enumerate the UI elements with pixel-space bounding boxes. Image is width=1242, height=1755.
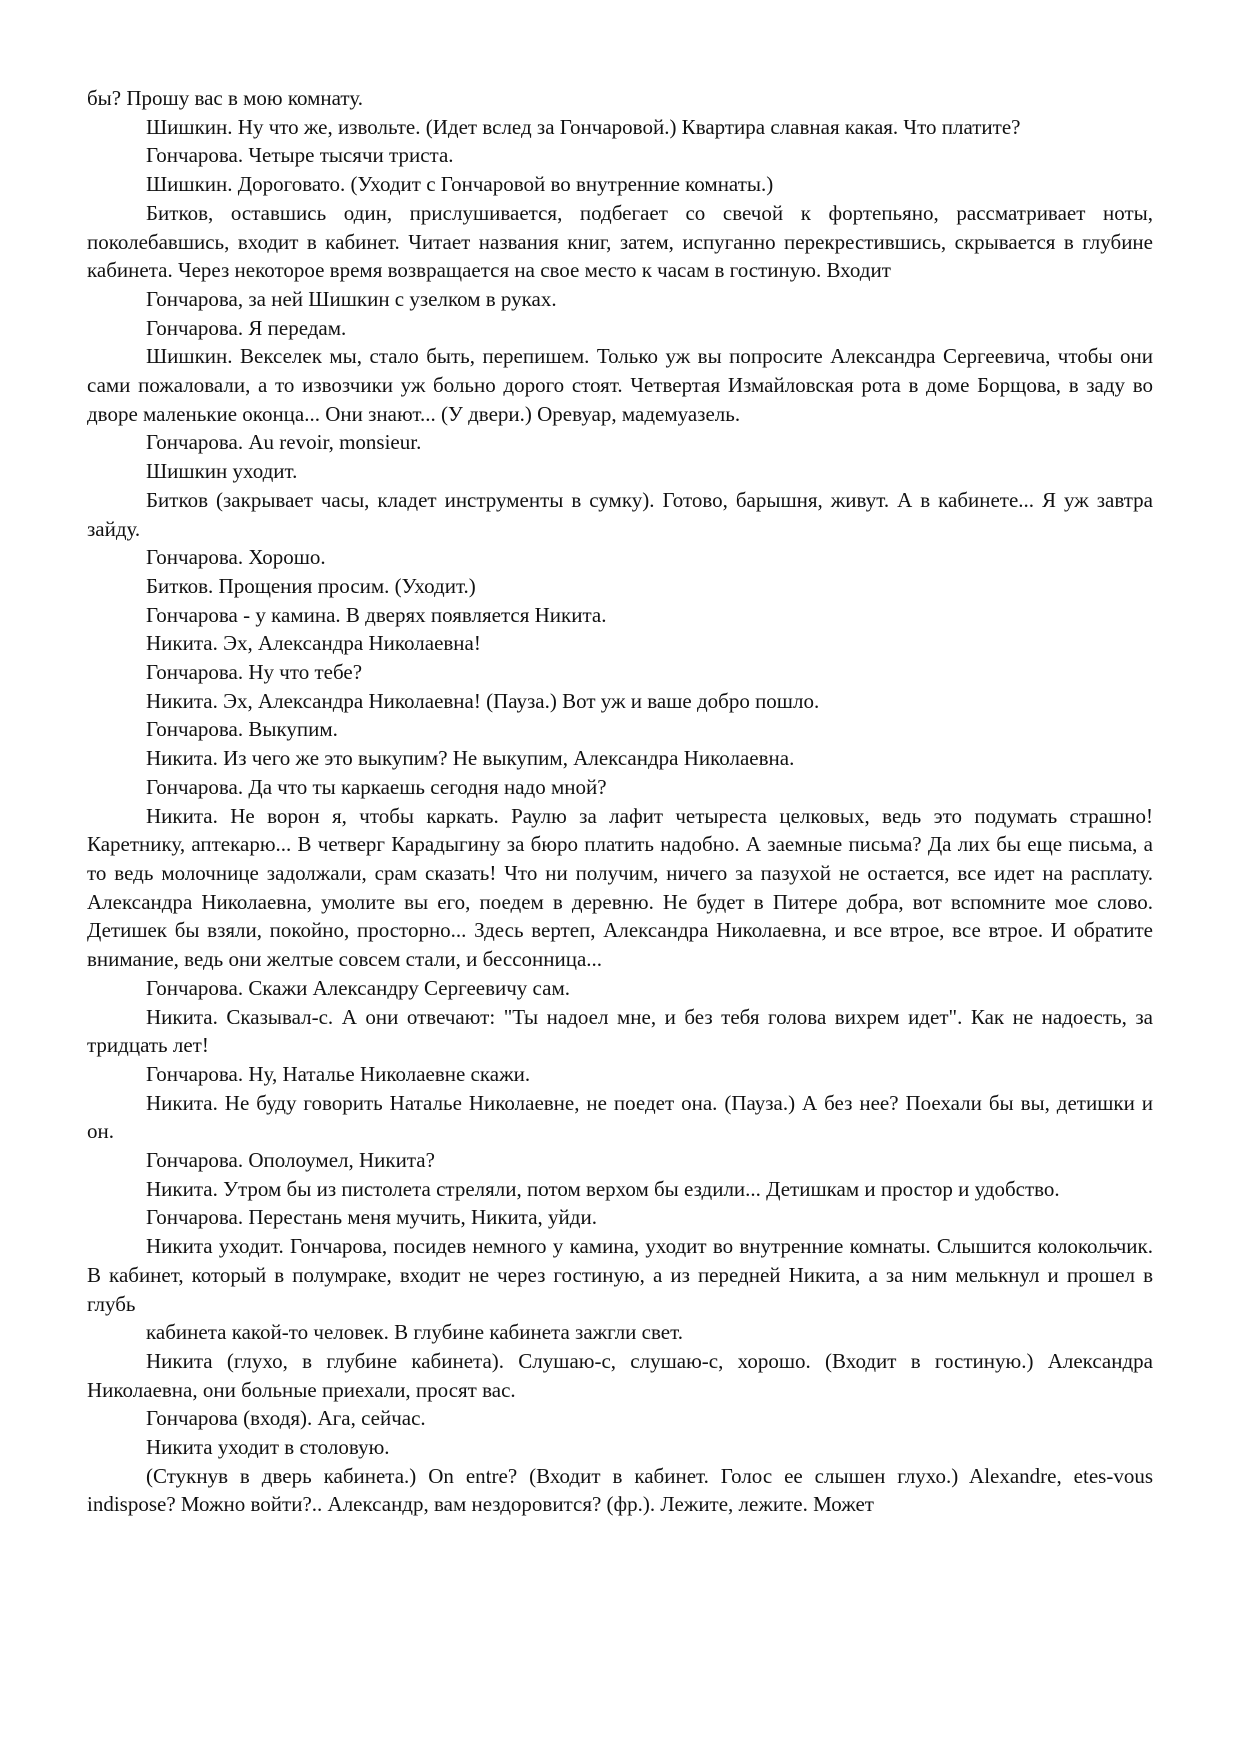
paragraph: Шишкин. Дороговато. (Уходит с Гончаровой во внутренние комнаты.) bbox=[146, 172, 774, 197]
paragraph: Гончарова, за ней Шишкин с узелком в руках. bbox=[146, 286, 557, 311]
paragraph: Гончарова. Да что ты каркаешь сегодня надо мной? bbox=[146, 774, 607, 799]
paragraph: Битков, оставшись один, прислушивается, подбегает со свечой к фортепьяно, рассматривает ноты, поколебавшись, входит в кабинет. Читает названия книг, затем, испуганно перекрестившись, скрывается в глубине кабинета. Через некоторое время возвращается на свое место к часам в гостиную. Входит bbox=[87, 200, 1153, 283]
paragraph: Никита. Не буду говорить Наталье Николаевне, не поедет она. (Пауза.) А без нее? Поехали бы вы, детишки и он. bbox=[87, 1090, 1153, 1144]
paragraph: Никита. Утром бы из пистолета стреляли, потом верхом бы ездили... Детишкам и простор и удобство. bbox=[146, 1176, 1060, 1201]
paragraph: Гончарова. Я передам. bbox=[146, 315, 347, 340]
paragraph: Гончарова. Ополоумел, Никита? bbox=[146, 1148, 435, 1173]
paragraph: Никита. Эх, Александра Николаевна! bbox=[146, 631, 481, 656]
paragraph: Битков. Прощения просим. (Уходит.) bbox=[146, 573, 476, 598]
paragraph: Гончарова (входя). Ага, сейчас. bbox=[146, 1406, 426, 1431]
paragraph: Никита уходит. Гончарова, посидев немного у камина, уходит во внутренние комнаты. Слышится колокольчик. В кабинет, который в полумраке, входит не через гостиную, а из передней Никита, а за ним мелькнул и прошел в глубь bbox=[87, 1234, 1153, 1316]
paragraph: Шишкин. Векселек мы, стало быть, перепишем. Только уж вы попросите Александра Сергеевича, чтобы они сами пожаловали, а то извозчики уж больно дорого стоят. Четвертая Измайловская рота в доме Борщова, в заду во дворе маленькие оконца... Они знают... (У двери.) Оревуар, мадемуазель. bbox=[87, 344, 1153, 426]
paragraph: Шишкин. Ну что же, извольте. (Идет вслед за Гончаровой.) Квартира славная какая. Что платите? bbox=[146, 114, 1021, 139]
paragraph: Никита. Эх, Александра Николаевна! (Пауза.) Вот уж и ваше добро пошло. bbox=[146, 688, 820, 713]
paragraph: Гончарова. Au revoir, monsieur. bbox=[146, 430, 422, 455]
paragraph: Гончарова. Хорошо. bbox=[146, 545, 326, 570]
paragraph: бы? Прошу вас в мою комнату. bbox=[87, 86, 363, 110]
document-page bbox=[87, 84, 1153, 1519]
paragraph: Никита. Из чего же это выкупим? Не выкупим, Александра Николаевна. bbox=[146, 746, 795, 771]
paragraph: Гончарова. Выкупим. bbox=[146, 717, 338, 742]
paragraph: (Стукнув в дверь кабинета.) On entre? (Входит в кабинет. Голос ее слышен глухо.) Alexandre, etes-vous indispose? Можно войти?.. Александр, вам нездоровится? (фр.). Лежите, лежите. Может bbox=[87, 1463, 1153, 1517]
paragraph: Гончарова. Ну что тебе? bbox=[146, 660, 363, 685]
paragraph: Гончарова - у камина. В дверях появляется Никита. bbox=[146, 602, 607, 627]
paragraph: Никита (глухо, в глубине кабинета). Слушаю-с, слушаю-с, хорошо. (Входит в гостиную.) Александра Николаевна, они больные приехали, просят вас. bbox=[87, 1348, 1153, 1402]
paragraph: Шишкин уходит. bbox=[146, 459, 298, 484]
paragraph: Гончарова. Скажи Александру Сергеевичу сам. bbox=[146, 975, 570, 1000]
paragraph: Никита уходит в столовую. bbox=[146, 1435, 390, 1460]
paragraph: Никита. Не ворон я, чтобы каркать. Раулю за лафит четыреста целковых, ведь это подумать страшно! Каретнику, аптекарю... В четверг Карадыгину за бюро платить надобно. А заемные письма? Да лих бы еще письма, а то ведь молочнице задолжали, срам сказать! Что ни получим, ничего за пазухой не остается, все идет на расплату. Александра Николаевна, умолите вы его, поедем в деревню. Не будет в Питере добра, вот вспомните мое слово. Детишек бы взяли, покойно, просторно... Здесь вертеп, Александра Николаевна, и все втрое, все втрое. И обратите внимание, ведь они желтые совсем стали, и бессонница... bbox=[87, 803, 1153, 972]
paragraph: Гончарова. Ну, Наталье Николаевне скажи. bbox=[146, 1061, 531, 1086]
paragraph: кабинета какой-то человек. В глубине кабинета зажгли свет. bbox=[146, 1320, 683, 1345]
paragraph: Битков (закрывает часы, кладет инструменты в сумку). Готово, барышня, живут. А в кабинете... Я уж завтра зайду. bbox=[87, 487, 1153, 541]
paragraph: Гончарова. Четыре тысячи триста. bbox=[146, 143, 454, 168]
paragraph: Гончарова. Перестань меня мучить, Никита, уйди. bbox=[146, 1205, 597, 1230]
paragraph: Никита. Сказывал-с. А они отвечают: "Ты надоел мне, и без тебя голова вихрем идет". Как не надоесть, за тридцать лет! bbox=[87, 1004, 1153, 1058]
